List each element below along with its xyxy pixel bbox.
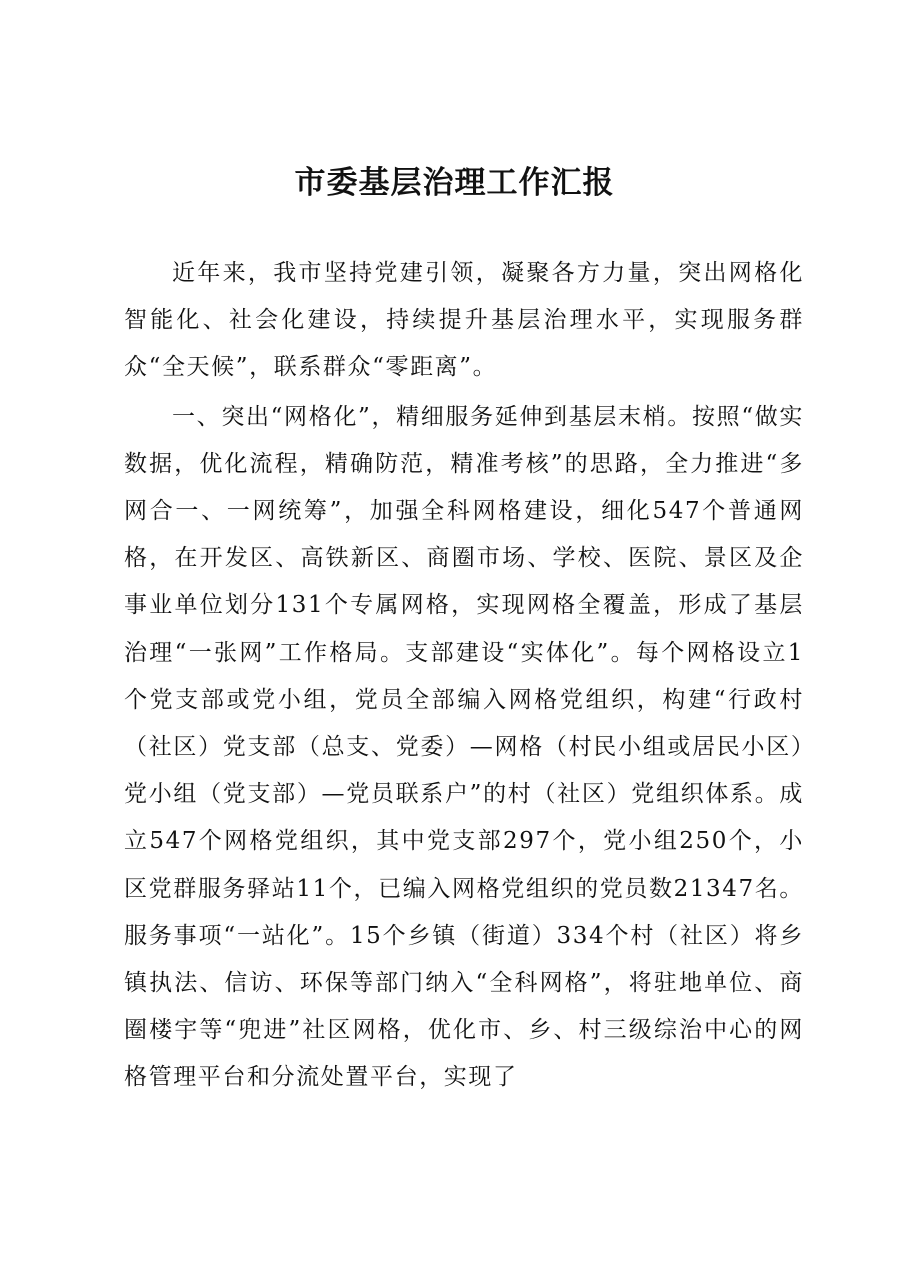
document-title: 市委基层治理工作汇报 [294,165,615,201]
paragraph-intro: 近年来，我市坚持党建引领，凝聚各方力量，突出网格化智能化、社会化建设，持续提升基层治理水平，实现服务群众“全天候”，联系群众“零距离”。 [124,260,804,381]
paragraph-section-one: 一、突出“网格化”，精细服务延伸到基层末梢。按照“做实数据，优化流程，精确防范，精准考核”的思路，全力推进“多网合一、一网统筹”，加强全科网格建设，细化547个普通网格，在开发区、高铁新区、商圈市场、学校、医院、景区及企事业单位划分131个专属网格，实现网格全覆盖，形成了基层治理“一张网”工作格局。支部建设“实体化”。每个网格设立1个党支部或党小组，党员全部编入网格党组织，构建“行政村（社区）党支部（总支、党委）—网格（村民小组或居民小区）党小组（党支部）—党员联系户”的村（社区）党组织体系。成立547个网格党组织，其中党支部297个，党小组250个，小区党群服务驿站11个，已编入网格党组织的党员数21347名。服务事项“一站化”。15个乡镇（街道）334个村（社区）将乡镇执法、信访、环保等部门纳入“全科网格”，将驻地单位、商圈楼宇等“兜进”社区网格，优化市、乡、村三级综治中心的网格管理平台和分流处置平台，实现了 [124,403,804,1091]
document-body [124,250,804,1104]
